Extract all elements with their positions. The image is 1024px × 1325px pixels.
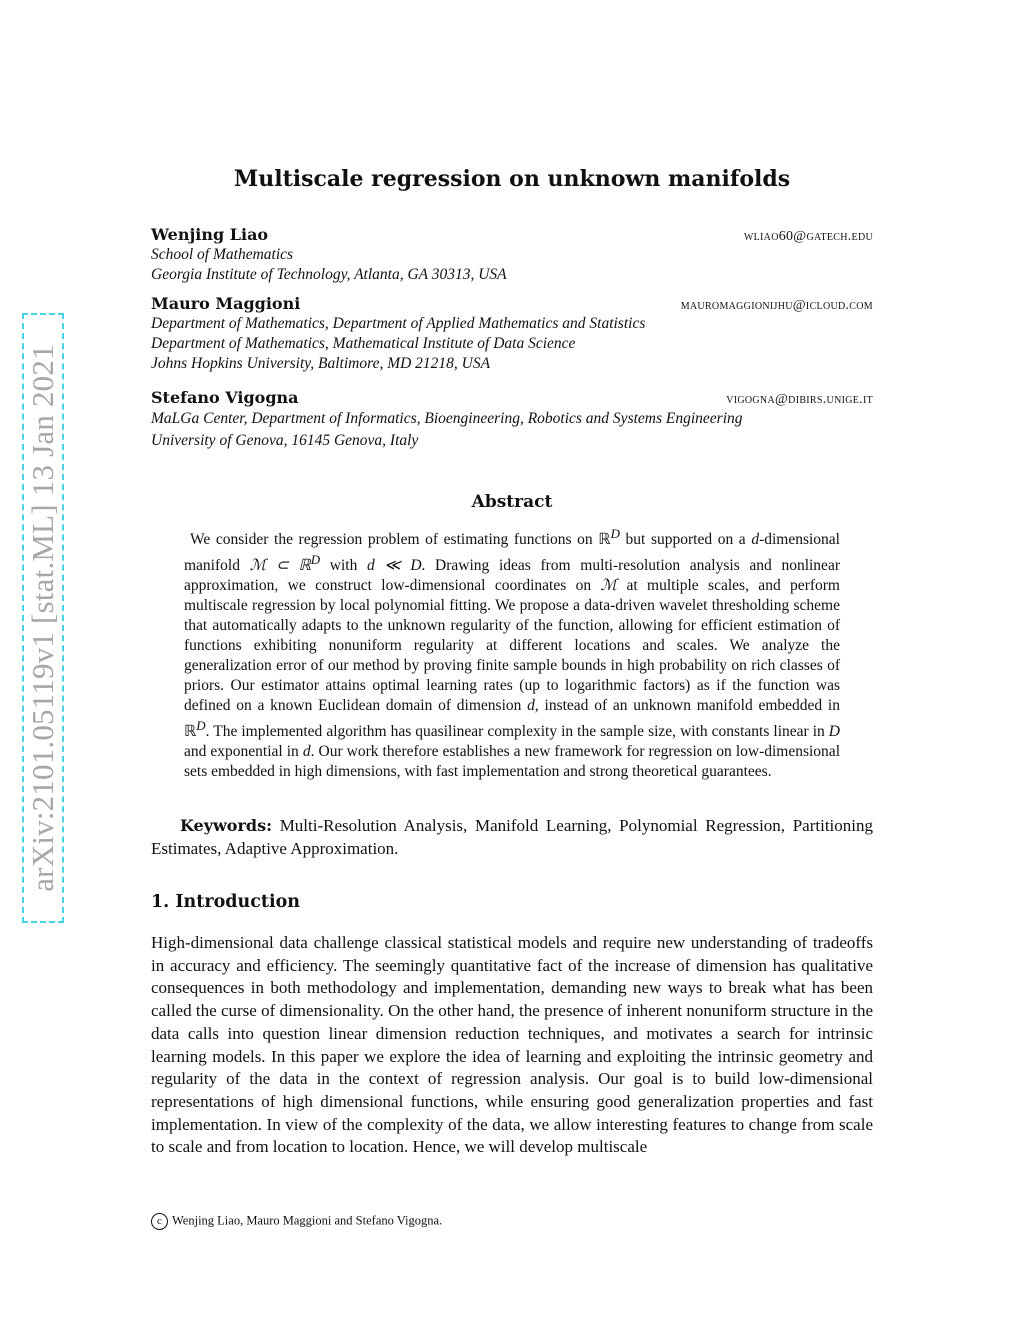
author-affiliation: University of Genova, 16145 Genova, Italy [151, 432, 419, 449]
keywords-text: Multi-Resolution Analysis, Manifold Learning, Polynomial Regression, Partitioning Estimates, Adaptive Approximation. [151, 816, 873, 858]
keywords-label: Keywords: [180, 816, 273, 835]
author-name: Wenjing Liao [151, 225, 269, 244]
arxiv-stamp [22, 313, 64, 923]
abstract-heading: Abstract [471, 492, 553, 512]
author-block [151, 388, 873, 451]
arxiv-id: arXiv:2101.05119v1 [stat.ML] 13 Jan 2021 [25, 344, 60, 892]
author-affiliation: Johns Hopkins University, Baltimore, MD 21218, USA [151, 355, 491, 372]
author-affiliation: Georgia Institute of Technology, Atlanta, GA 30313, USA [151, 266, 507, 283]
author-email[interactable]: mauromaggionijhu@icloud.com [680, 298, 873, 313]
author-block [151, 225, 873, 285]
author-affiliation: School of Mathematics [151, 246, 294, 263]
section-title: 1. Introduction [151, 892, 300, 912]
intro-paragraph: High-dimensional data challenge classical statistical models and require new understanding of tradeoffs in accuracy and efficiency. The seemingly quantitative fact of the increase of dimension has qualitative consequences in both methodology and implementation, demanding new ways to break what has been called the curse of dimensionality. On the other hand, the presence of inherent nonuniform structure in the data calls into question linear dimension reduction techniques, and motivates a search for intrinsic learning models. In this paper we explore the idea of learning and exploiting the intrinsic geometry and regularity of the data in the context of regression analysis. Our goal is to build low-dimensional representations of high dimensional functions, while ensuring good generalization properties and fast implementation. In view of the complexity of the data, we allow interesting features to change from scale to scale and from location to location. Hence, we will develop multiscale [151, 933, 873, 1157]
abstract-text: We consider the regression problem of estimating functions on ℝ$^D$ but supported on a d-dimensional manifold ℳ ⊂ ℝ$^D$ with d ≪ D. Drawing ideas from multi-resolution analysis and nonlinear approximation, we construct low-dimensional coordinates on ℳ at multiple scales, and perform multiscale regression by local polynomial fitting. We propose a data-driven wavelet thresholding scheme that automatically adapts to the unknown regularity of the function, allowing for efficient estimation of functions exhibiting nonuniform regularity at different locations and scales. We analyze the generalization error of our method by proving finite sample bounds in high probability on rich classes of priors. Our estimator attains optimal learning rates (up to logarithmic factors) as if the function was defined on a known Euclidean domain of dimension d, instead of an unknown manifold embedded in ℝ$^D$. The implemented algorithm has quasilinear complexity in the sample size, with constants linear in D and exponential in d. Our work therefore establishes a new framework for regression on low-dimensional sets embedded in high dimensions, with fast implementation and strong theoretical guarantees. [184, 526, 840, 781]
paper-title: Multiscale regression on unknown manifolds [233, 166, 791, 192]
author-email[interactable]: wliao60@gatech.edu [743, 229, 873, 244]
copyright-icon: c [151, 1213, 168, 1230]
author-name: Stefano Vigogna [151, 388, 299, 407]
author-affiliation: Department of Mathematics, Department of Applied Mathematics and Statistics [151, 315, 646, 332]
keywords [151, 814, 873, 860]
copyright-text: Wenjing Liao, Mauro Maggioni and Stefano Vigogna. [172, 1213, 443, 1228]
author-affiliation: Department of Mathematics, Mathematical Institute of Data Science [151, 335, 576, 352]
copyright-footnote [151, 1213, 442, 1230]
author-name: Mauro Maggioni [151, 294, 301, 313]
author-email[interactable]: vigogna@dibirs.unige.it [726, 392, 873, 407]
author-affiliation: MaLGa Center, Department of Informatics, Bioengineering, Robotics and Systems Engineering [151, 410, 743, 427]
author-block [151, 294, 873, 374]
